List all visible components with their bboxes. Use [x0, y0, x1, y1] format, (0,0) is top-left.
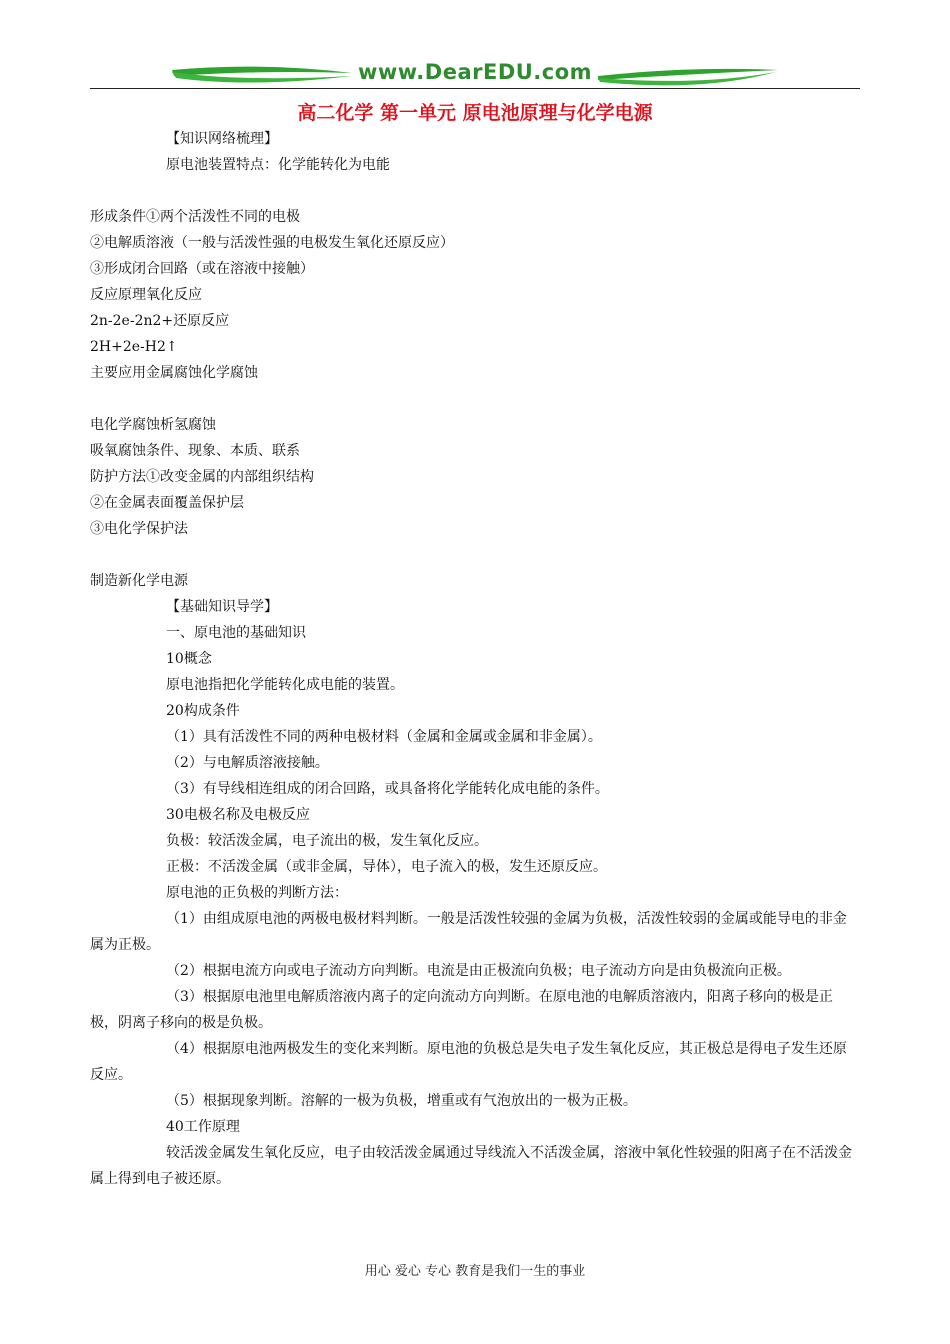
text-line: （5）根据现象判断。溶解的一极为负极，增重或有气泡放出的一极为正极。	[166, 1093, 637, 1109]
text-line: （2）与电解质溶液接触。	[166, 755, 329, 771]
site-header	[90, 58, 860, 92]
text-line: 制造新化学电源	[90, 573, 188, 589]
paragraph: （3）根据原电池里电解质溶液内离子的定向流动方向判断。在原电池的电解质溶液内，阳离子移向的极是正极，阴离子移向的极是负极。	[90, 989, 833, 1031]
text-line: 2n-2e-2n2+还原反应	[90, 313, 230, 329]
page-title: 高二化学 第一单元 原电池原理与化学电源	[297, 102, 653, 124]
text-line: （1）具有活泼性不同的两种电极材料（金属和金属或金属和非金属）。	[166, 729, 602, 745]
text-line: ②在金属表面覆盖保护层	[90, 495, 244, 511]
paragraph: 较活泼金属发生氧化反应，电子由较活泼金属通过导线流入不活泼金属，溶液中氧化性较强的阳离子在不活泼金属上得到电子被还原。	[90, 1145, 852, 1187]
text-line: ②电解质溶液（一般与活泼性强的电极发生氧化还原反应）	[90, 235, 454, 251]
text-line: 2H+2e-H2↑	[90, 339, 178, 355]
site-brand-logo: www.DearEDU.com	[357, 60, 593, 84]
text-line: 形成条件①两个活泼性不同的电极	[90, 209, 300, 225]
section-heading: 【基础知识导学】	[166, 599, 278, 615]
text-line: 负极：较活泼金属，电子流出的极，发生氧化反应。	[166, 833, 488, 849]
text-line: 电化学腐蚀析氢腐蚀	[90, 417, 216, 433]
text-line: 一、原电池的基础知识	[166, 625, 306, 641]
paragraph: （2）根据电流方向或电子流动方向判断。电流是由正极流向负极；电子流动方向是由负极流向正极。	[166, 963, 791, 979]
paragraph: （1）由组成原电池的两极电极材料判断。一般是活泼性较强的金属为负极，活泼性较弱的金属或能导电的非金属为正极。	[90, 911, 847, 953]
text-line: ③形成闭合回路（或在溶液中接触）	[90, 261, 314, 277]
paragraph: （4）根据原电池两极发生的变化来判断。原电池的负极总是失电子发生氧化反应，其正极总是得电子发生还原反应。	[90, 1041, 847, 1083]
text-line: 原电池装置特点：化学能转化为电能	[166, 157, 390, 173]
page-footer: 用心 爱心 专心 教育是我们一生的事业	[364, 1264, 586, 1279]
text-line: 反应原理氧化反应	[90, 287, 202, 303]
text-line: 10概念	[166, 651, 212, 667]
text-line: 吸氧腐蚀条件、现象、本质、联系	[90, 443, 300, 459]
document-body	[90, 126, 860, 1192]
text-line: 20构成条件	[166, 703, 240, 719]
text-line: ③电化学保护法	[90, 521, 188, 537]
section-heading: 【知识网络梳理】	[166, 131, 278, 147]
text-line: 原电池的正负极的判断方法：	[166, 885, 348, 901]
text-line: 防护方法①改变金属的内部组织结构	[90, 469, 314, 485]
text-line: 主要应用金属腐蚀化学腐蚀	[90, 365, 258, 381]
text-line: 正极：不活泼金属（或非金属，导体），电子流入的极，发生还原反应。	[166, 859, 607, 875]
text-line: 30电极名称及电极反应	[166, 807, 310, 823]
text-line: （3）有导线相连组成的闭合回路，或具备将化学能转化成电能的条件。	[166, 781, 609, 797]
header-divider	[90, 88, 860, 89]
text-line: 40工作原理	[166, 1119, 240, 1135]
text-line: 原电池指把化学能转化成电能的装置。	[166, 677, 404, 693]
